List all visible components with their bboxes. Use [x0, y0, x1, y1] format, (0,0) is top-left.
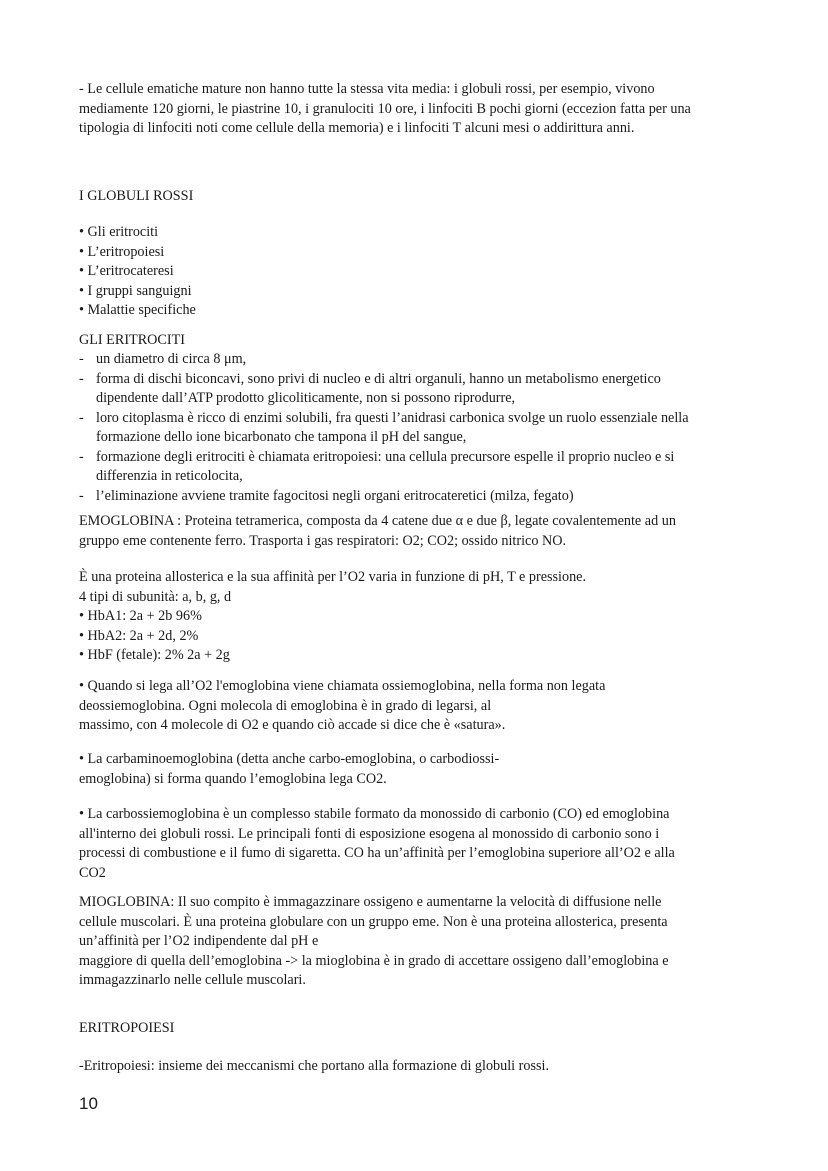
text-line: MIOGLOBINA: Il suo compito è immagazzinare ossigeno e aumentarne la velocità di diffusione nelle [79, 894, 662, 910]
eritrociti-dash-list [79, 350, 769, 506]
text-line: differenzia in reticolocita, [96, 468, 243, 484]
text-line: - Le cellule ematiche mature non hanno tutte la stessa vita media: i globuli rossi, per esempio, vivono [79, 81, 655, 97]
carbossiemoglobina-paragraph [79, 805, 759, 883]
text-line: formazione degli eritrociti è chiamata eritropoiesi: una cellula precursore espelle il proprio nucleo e si [96, 448, 675, 465]
text-line: formazione dello ione bicarbonato che tampona il pH del sangue, [96, 429, 467, 445]
text-line: dipendente dall’ATP prodotto glicoliticamente, non si possono riprodurre, [96, 390, 516, 406]
text-line: È una proteina allosterica e la sua affinità per l’O2 varia in funzione di pH, T e pressione. [79, 569, 587, 585]
text-line: loro citoplasma è ricco di enzimi solubili, fra questi l’anidrasi carbonica svolge un ruolo essenziale nella [96, 409, 689, 426]
text-line: 4 tipi di subunità: a, b, g, d [79, 588, 232, 605]
list-item [79, 350, 769, 370]
dash-marker: - [79, 370, 84, 387]
section-heading-eritrociti: GLI ERITROCITI [79, 332, 185, 348]
section-heading-eritropoiesi: ERITROPOIESI [79, 1020, 175, 1036]
list-item [79, 448, 769, 487]
intro-paragraph [79, 80, 759, 139]
text-line: un diametro di circa 8 μm, [96, 351, 247, 367]
ossiemoglobina-paragraph [79, 677, 759, 736]
text-line: emoglobina) si forma quando l’emoglobina lega CO2. [79, 770, 387, 787]
mioglobina-paragraph [79, 893, 759, 991]
dash-marker: - [79, 487, 84, 504]
text-line: processi di combustione e il fumo di sigaretta. CO ha un’affinità per l’emoglobina superiore all’O2 e alla [79, 845, 675, 861]
carbaminoemoglobina-paragraph [79, 750, 759, 789]
text-line: immagazzinarlo nelle cellule muscolari. [79, 972, 306, 988]
dash-marker: - [79, 409, 84, 426]
section-heading-globuli-rossi: I GLOBULI ROSSI [79, 188, 194, 204]
text-line: mediamente 120 giorni, le piastrine 10, i granulociti 10 ore, i linfociti B pochi giorni (eccezion fatta per una [79, 100, 691, 117]
list-item [79, 487, 769, 507]
text-line: forma di dischi biconcavi, sono privi di nucleo e di altri organuli, hanno un metabolismo energetico [96, 370, 661, 387]
list-item: • Gli eritrociti [79, 224, 159, 240]
list-item: • HbA1: 2a + 2b 96% [79, 608, 202, 624]
eritropoiesi-paragraph: -Eritropoiesi: insieme dei meccanismi che portano alla formazione di globuli rossi. [79, 1058, 550, 1074]
globuli-rossi-topic-list [79, 223, 759, 321]
text-line: cellule muscolari. È una proteina globulare con un gruppo eme. Non è una proteina allosterica, presenta [79, 913, 668, 930]
text-line: massimo, con 4 molecole di O2 e quando ciò accade si dice che è «satura». [79, 717, 506, 733]
list-item [79, 409, 769, 448]
text-line: • Quando si lega all’O2 l'emoglobina viene chiamata ossiemoglobina, nella forma non legata [79, 678, 606, 694]
list-item [79, 370, 769, 409]
list-item: • L’eritrocateresi [79, 263, 174, 279]
dash-marker: - [79, 448, 84, 465]
text-line: • La carbaminoemoglobina (detta anche carbo-emoglobina, o carbodiossi- [79, 751, 500, 767]
emoglobina-allosterica-paragraph [79, 568, 759, 666]
list-item: • L’eritropoiesi [79, 243, 165, 260]
text-line: tipologia di linfociti noti come cellule della memoria) e i linfociti T alcuni mesi o addirittura anni. [79, 120, 635, 136]
list-item: • I gruppi sanguigni [79, 282, 192, 299]
list-item: • HbA2: 2a + 2d, 2% [79, 627, 199, 644]
list-item: • Malattie specifiche [79, 302, 196, 318]
text-line: l’eliminazione avviene tramite fagocitosi negli organi eritrocateretici (milza, fegato) [96, 487, 574, 504]
text-line: EMOGLOBINA : Proteina tetramerica, composta da 4 catene due α e due β, legate covalentemente ad un [79, 513, 676, 529]
page-number: 10 [79, 1094, 98, 1113]
text-line: maggiore di quella dell’emoglobina -> la mioglobina è in grado di accettare ossigeno dall’emoglobina e [79, 952, 669, 969]
text-line: gruppo eme contenente ferro. Trasporta i gas respiratori: O2; CO2; ossido nitrico NO. [79, 532, 567, 549]
emoglobina-paragraph [79, 512, 759, 551]
text-line: • La carbossiemoglobina è un complesso stabile formato da monossido di carbonio (CO) ed emoglobina [79, 806, 670, 822]
text-line: un’affinità per l’O2 indipendente dal pH e [79, 933, 319, 949]
text-line: CO2 [79, 864, 106, 881]
text-line: deossiemoglobina. Ogni molecola di emoglobina è in grado di legarsi, al [79, 697, 492, 714]
list-item: • HbF (fetale): 2% 2a + 2g [79, 647, 230, 663]
dash-marker: - [79, 351, 84, 367]
text-line: all'interno dei globuli rossi. Le principali fonti di esposizione esogena al monossido di carbonio sono i [79, 825, 660, 842]
